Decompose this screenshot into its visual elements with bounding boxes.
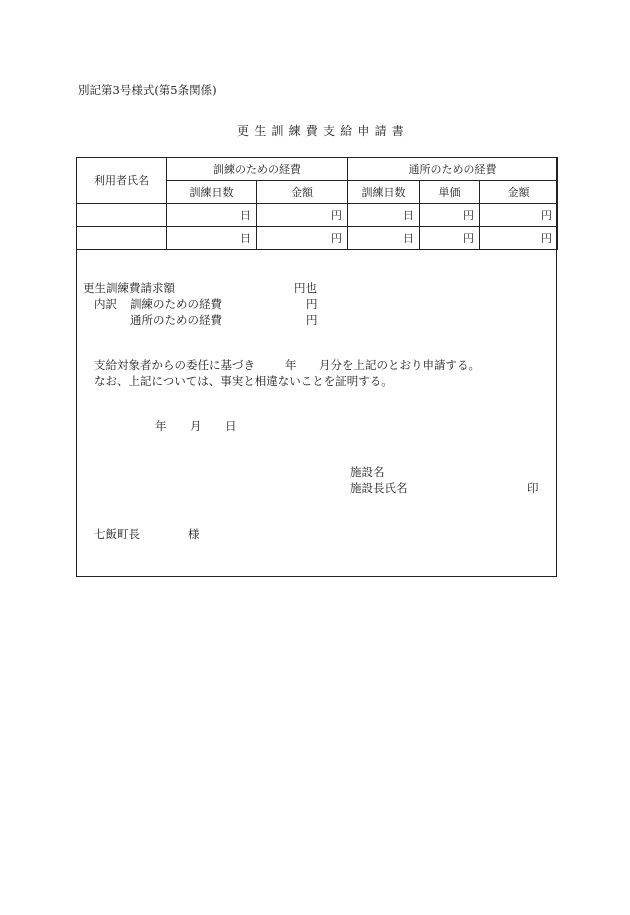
date-day: 日: [225, 419, 237, 433]
unit-price-header: 単価: [420, 181, 480, 204]
user-name-cell[interactable]: [77, 227, 167, 250]
facility-name-label: 施設名: [350, 465, 385, 479]
claim-total-label: 更生訓練費請求額: [83, 281, 175, 295]
training-amount-header: 金額: [257, 181, 348, 204]
facility-head-label: 施設長氏名: [350, 481, 408, 495]
date-year: 年: [155, 419, 167, 433]
breakdown-label: 内訳: [94, 297, 117, 311]
training-amount-cell[interactable]: 円: [257, 227, 348, 250]
training-days-cell[interactable]: 日: [167, 227, 257, 250]
commute-expense-header: 通所のための経費: [348, 158, 558, 181]
expense-table: [76, 157, 558, 250]
statement-line1-suffix: 月分を上記のとおり申請する。: [319, 358, 480, 372]
training-days-cell[interactable]: 日: [167, 204, 257, 227]
training-days-header: 訓練日数: [167, 181, 257, 204]
training-amount-cell[interactable]: 円: [257, 204, 348, 227]
claim-total-unit: 円也: [294, 281, 317, 295]
form-number-label: 別記第3号様式(第5条関係): [78, 83, 217, 97]
commute-days-cell[interactable]: 日: [348, 204, 420, 227]
commute-amount-cell[interactable]: 円: [480, 204, 558, 227]
addressee-name: 七飯町長: [94, 527, 140, 541]
commute-days-header: 訓練日数: [348, 181, 420, 204]
document-title: 更生訓練費支給申請書: [237, 124, 410, 138]
date-month: 月: [190, 419, 202, 433]
statement-line2: なお、上記については、事実と相違ないことを証明する。: [94, 374, 393, 388]
user-name-header: 利用者氏名: [77, 158, 167, 204]
table-row: [77, 204, 558, 227]
training-expense-header: 訓練のための経費: [167, 158, 348, 181]
commute-amount-header: 金額: [480, 181, 558, 204]
breakdown-training-unit: 円: [306, 297, 318, 311]
table-row: [77, 227, 558, 250]
seal-mark: 印: [527, 481, 539, 495]
breakdown-commute-label: 通所のための経費: [130, 313, 222, 327]
breakdown-training-label: 訓練のための経費: [130, 297, 222, 311]
addressee-honorific: 様: [188, 527, 200, 541]
unit-price-cell[interactable]: 円: [420, 204, 480, 227]
table-header-row: [77, 158, 558, 181]
user-name-cell[interactable]: [77, 204, 167, 227]
commute-days-cell[interactable]: 日: [348, 227, 420, 250]
statement-line1-prefix: 支給対象者からの委任に基づき: [94, 358, 255, 372]
breakdown-commute-unit: 円: [306, 313, 318, 327]
unit-price-cell[interactable]: 円: [420, 227, 480, 250]
statement-line1-year: 年: [285, 358, 297, 372]
commute-amount-cell[interactable]: 円: [480, 227, 558, 250]
